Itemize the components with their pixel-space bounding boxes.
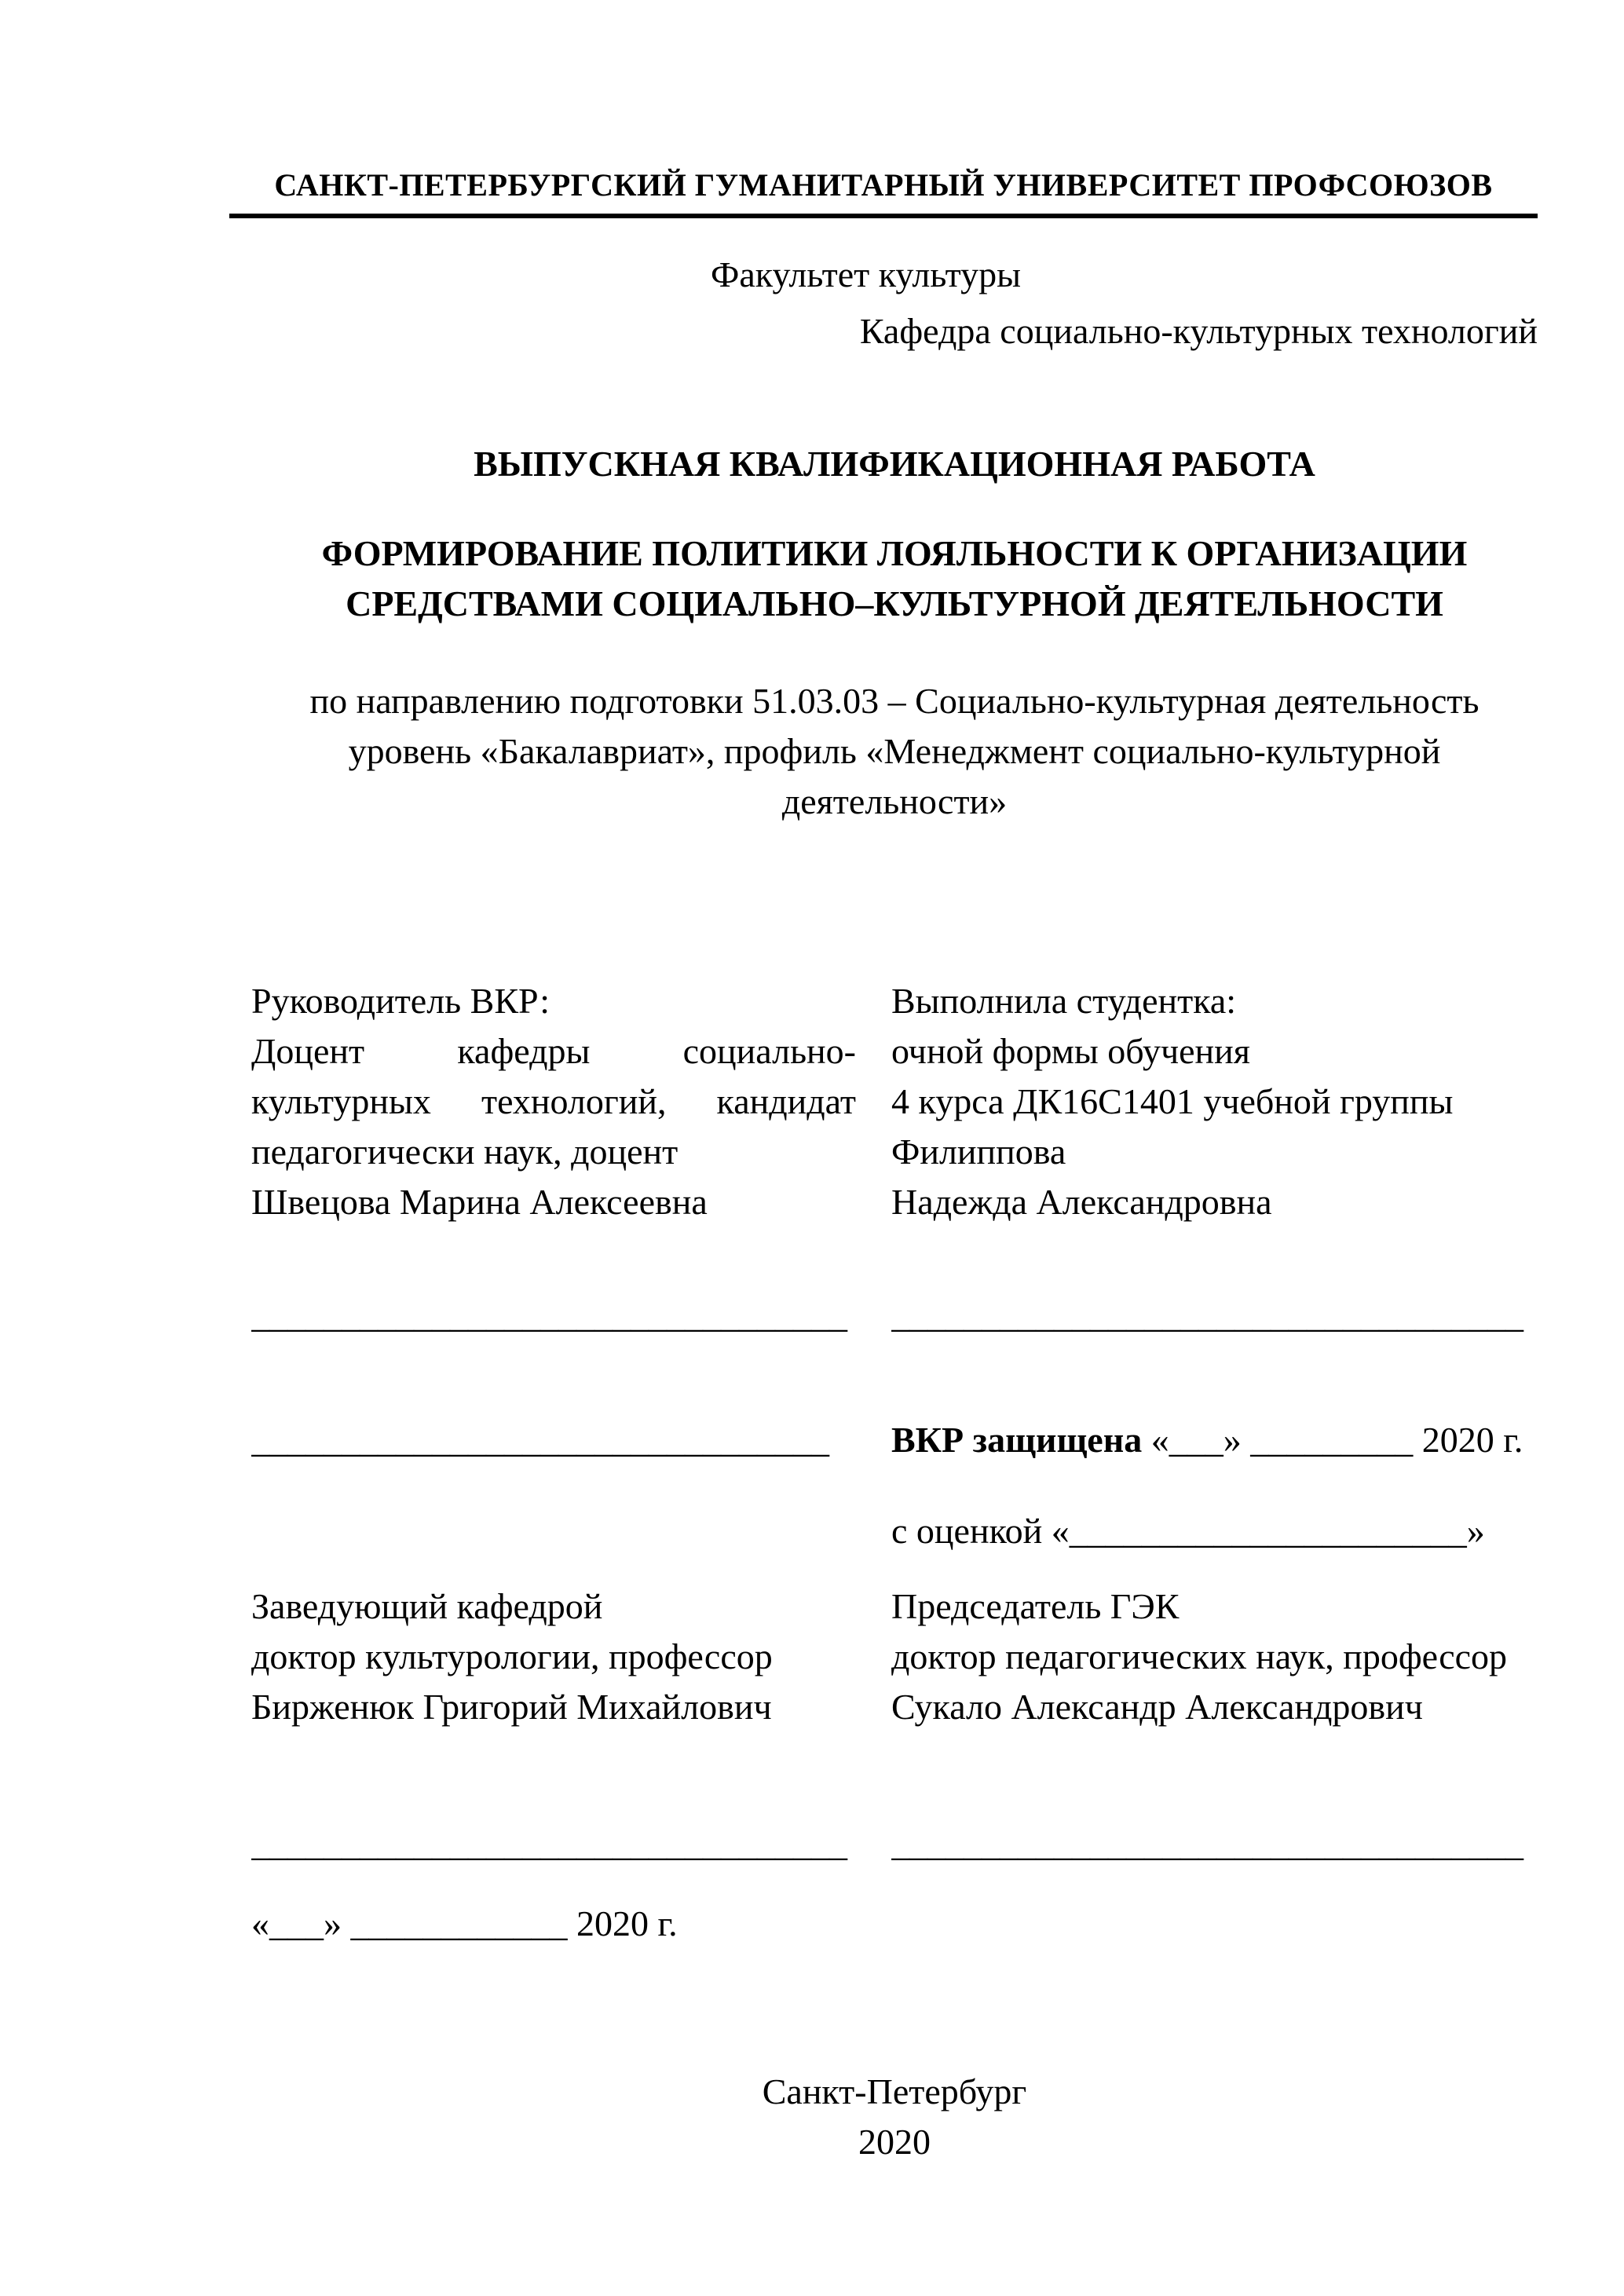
thesis-title (251, 528, 1538, 629)
footer-city: Санкт-Петербург (762, 2071, 1027, 2111)
grade-row (251, 1506, 1538, 1556)
supervisor-label: Руководитель ВКР: (251, 981, 550, 1021)
supervisor-signature-line: _________________________________ (251, 1295, 847, 1335)
head-date-line: «___» ____________ 2020 г. (251, 1903, 678, 1943)
signature-row-2 (251, 1819, 1538, 1869)
officials-block (251, 1581, 1538, 1732)
supervisor-line2: культурных технологий, кандидат (251, 1081, 856, 1121)
student-name: Надежда Александровна (891, 1182, 1272, 1222)
supervisor-line3: педагогически наук, доцент (251, 1132, 678, 1172)
program-info (251, 676, 1538, 827)
head-signature-line: _________________________________ (251, 1823, 847, 1863)
signature-row-1 (251, 1290, 1538, 1340)
grade-line: с оценкой «______________________» (891, 1511, 1485, 1551)
program-line2: уровень «Бакалавриат», профиль «Менеджмент социально-культурной (348, 731, 1441, 771)
university-name: САНКТ-ПЕТЕРБУРГСКИЙ ГУМАНИТАРНЫЙ УНИВЕРСИТЕТ ПРОФСОЮЗОВ (229, 165, 1538, 218)
footer (251, 2067, 1538, 2167)
defended-line (891, 1415, 1538, 1465)
supervisor-line1: Доцент кафедры социально- (251, 1031, 856, 1071)
faculty-line: Факультет культуры (711, 254, 1021, 294)
student-block (891, 976, 1538, 1227)
student-surname: Филиппова (891, 1132, 1066, 1172)
chair-name: Сукало Александр Александрович (891, 1687, 1423, 1727)
chair-title: Председатель ГЭК (891, 1586, 1180, 1626)
head-title: Заведующий кафедрой (251, 1586, 603, 1626)
student-line1: очной формы обучения (891, 1031, 1250, 1071)
supervisor-name: Швецова Марина Алексеевна (251, 1182, 708, 1222)
program-line1: по направлению подготовки 51.03.03 – Социально-культурная деятельность (309, 681, 1480, 721)
defended-label: ВКР защищена (891, 1420, 1143, 1460)
defense-signature-line: ________________________________ (251, 1420, 829, 1460)
committee-chair-block (891, 1581, 1538, 1732)
work-type-title: ВЫПУСКНАЯ КВАЛИФИКАЦИОННАЯ РАБОТА (474, 444, 1315, 484)
department-head-block (251, 1581, 856, 1732)
footer-year: 2020 (858, 2122, 931, 2162)
thesis-title-line2: СРЕДСТВАМИ СОЦИАЛЬНО–КУЛЬТУРНОЙ ДЕЯТЕЛЬНОСТИ (346, 583, 1443, 623)
supervisor-block (251, 976, 856, 1227)
defense-row (251, 1415, 1538, 1465)
people-block (251, 976, 1538, 1227)
head-name: Бирженюк Григорий Михайлович (251, 1687, 772, 1727)
head-degree: доктор культурологии, профессор (251, 1636, 773, 1676)
defended-date-blank: «___» _________ 2020 г. (1142, 1420, 1523, 1460)
program-line3: деятельности» (781, 781, 1008, 821)
chair-signature-line: ___________________________________ (891, 1823, 1523, 1863)
department-line: Кафедра социально-культурных технологий (859, 311, 1538, 351)
student-label: Выполнила студентка: (891, 981, 1237, 1021)
student-line2: 4 курса ДК16С1401 учебной группы (891, 1081, 1454, 1121)
grade-row-spacer (251, 1506, 856, 1556)
student-signature-line: ___________________________________ (891, 1295, 1523, 1335)
chair-degree: доктор педагогических наук, профессор (891, 1636, 1508, 1676)
thesis-title-line1: ФОРМИРОВАНИЕ ПОЛИТИКИ ЛОЯЛЬНОСТИ К ОРГАНИЗАЦИИ (321, 533, 1468, 573)
